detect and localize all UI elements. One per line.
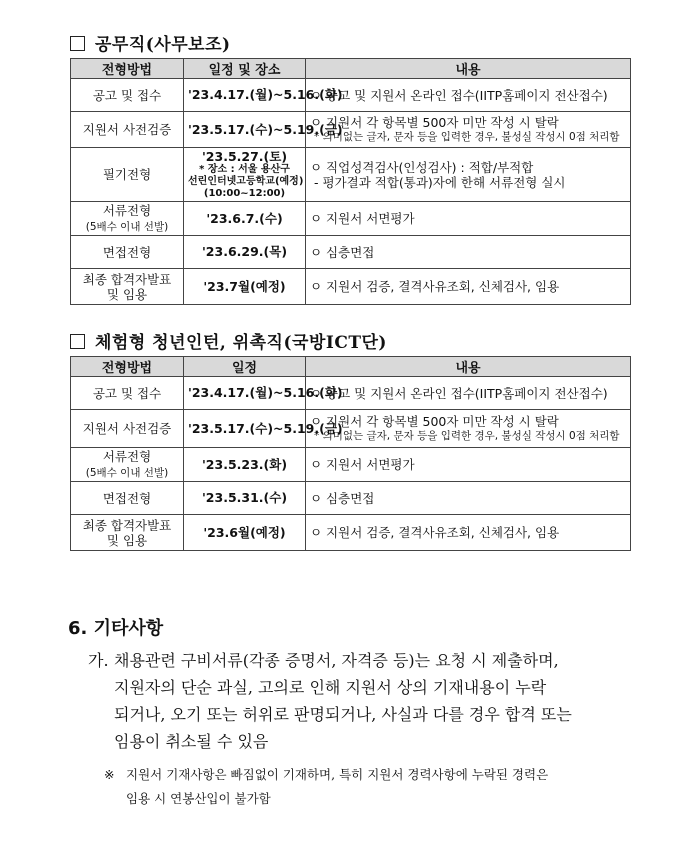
table-row	[71, 112, 631, 148]
header-content: 내용	[306, 59, 631, 79]
date-cell: '23.7월(예정)	[184, 269, 306, 305]
method-cell: 지원서 사전검증	[71, 112, 184, 148]
table-row	[71, 448, 631, 482]
content-cell: ㅇ 공고 및 지원서 온라인 접수(IITP홈페이지 전산접수)	[306, 79, 631, 112]
table-row	[71, 515, 631, 551]
table-row	[71, 410, 631, 448]
date-cell: '23.6.29.(목)	[184, 236, 306, 269]
method-cell: 서류전형 (5배수 이내 선발)	[71, 202, 184, 236]
content-cell: ㅇ 지원서 서면평가	[306, 448, 631, 482]
section-title-1: 공무직(사무보조)	[70, 30, 231, 55]
content-cell: ㅇ 심층면접	[306, 482, 631, 515]
header-date: 일정 및 장소	[184, 59, 306, 79]
date-cell: '23.6.7.(수)	[184, 202, 306, 236]
item-label: 가.	[88, 651, 109, 670]
schedule-table-1	[70, 58, 631, 305]
content-cell: ㅇ 지원서 서면평가	[306, 202, 631, 236]
method-cell: 지원서 사전검증	[71, 410, 184, 448]
content-cell: ㅇ 지원서 검증, 결격사유조회, 신체검사, 임용	[306, 515, 631, 551]
venue-line: 선린인터넷고등학교(예정)	[188, 175, 304, 187]
content-dash: - 평가결과 적합(통과)자에 한해 서류전형 실시	[314, 174, 566, 190]
checkbox-square-icon	[70, 36, 85, 51]
section-title-2: 체험형 청년인턴, 위촉직(국방ICT단)	[70, 328, 387, 353]
method-cell: 최종 합격자발표 및 임용	[71, 515, 184, 551]
date-cell: '23.6월(예정)	[184, 515, 306, 551]
method-cell: 최종 합격자발표 및 임용	[71, 269, 184, 305]
content-cell: ㅇ 심층면접	[306, 236, 631, 269]
table-row	[71, 377, 631, 410]
header-content: 내용	[306, 357, 631, 377]
content-cell: ㅇ 지원서 각 항목별 500자 미만 작성 시 탈락 * 의미없는 글자, 문자 등을 입력한 경우, 불성실 작성시 0점 처리함	[306, 410, 631, 448]
method-cell: 공고 및 접수	[71, 79, 184, 112]
content-cell: ㅇ 공고 및 지원서 온라인 접수(IITP홈페이지 전산접수)	[306, 377, 631, 410]
table-row	[71, 79, 631, 112]
table-row	[71, 202, 631, 236]
header-method: 전형방법	[71, 357, 184, 377]
reference-mark: ※	[104, 767, 115, 782]
notice-paragraph: 가. 채용관련 구비서류(각종 증명서, 자격증 등)는 요청 시 제출하며, 지원자의 단순 과실, 고의로 인해 지원서 상의 기재내용이 누락 되거나, 오기 또는 허위로 판명되거나, 사실과 다를 경우 합격 또는 임용이 취소될 수 있음	[88, 647, 644, 755]
table-header-row	[71, 357, 631, 377]
header-date: 일정	[184, 357, 306, 377]
content-note: * 의미없는 글자, 문자 등을 입력한 경우, 불성실 작성시 0점 처리함	[314, 429, 620, 442]
venue-line: * 장소 : 서울 용산구	[199, 163, 290, 175]
venue-time: (10:00~12:00)	[203, 187, 286, 199]
method-cell: 서류전형 (5배수 이내 선발)	[71, 448, 184, 482]
method-cell: 면접전형	[71, 236, 184, 269]
table-row	[71, 269, 631, 305]
date-cell: '23.4.17.(월)~5.16.(화)	[184, 377, 306, 410]
table-header-row	[71, 59, 631, 79]
notice-note: ※ 지원서 기재사항은 빠짐없이 기재하며, 특히 지원서 경력사항에 누락된 경력은 임용 시 연봉산입이 불가함	[104, 763, 644, 811]
table-row	[71, 236, 631, 269]
content-cell: ㅇ 지원서 각 항목별 500자 미만 작성 시 탈락 * 의미없는 글자, 문자 등을 입력한 경우, 불성실 작성시 0점 처리함	[306, 112, 631, 148]
date-cell: '23.5.23.(화)	[184, 448, 306, 482]
content-cell: ㅇ 직업성격검사(인성검사) : 적합/부적합 - 평가결과 적합(통과)자에 한해 서류전형 실시	[306, 148, 631, 202]
checkbox-square-icon	[70, 334, 85, 349]
section-heading-6: 6. 기타사항	[68, 618, 164, 639]
method-cell: 면접전형	[71, 482, 184, 515]
method-cell: 필기전형	[71, 148, 184, 202]
header-method: 전형방법	[71, 59, 184, 79]
date-cell: '23.5.27.(토) * 장소 : 서울 용산구 선린인터넷고등학교(예정) (10:00~12:00)	[184, 148, 306, 202]
schedule-table-2	[70, 356, 631, 551]
table-row	[71, 482, 631, 515]
method-cell: 공고 및 접수	[71, 377, 184, 410]
date-cell: '23.5.17.(수)~5.19.(금)	[184, 112, 306, 148]
table-row	[71, 148, 631, 202]
date-cell: '23.5.31.(수)	[184, 482, 306, 515]
content-cell: ㅇ 지원서 검증, 결격사유조회, 신체검사, 임용	[306, 269, 631, 305]
date-cell: '23.4.17.(월)~5.16.(화)	[184, 79, 306, 112]
content-note: * 의미없는 글자, 문자 등을 입력한 경우, 불성실 작성시 0점 처리함	[314, 130, 620, 143]
date-cell: '23.5.17.(수)~5.19.(금)	[184, 410, 306, 448]
